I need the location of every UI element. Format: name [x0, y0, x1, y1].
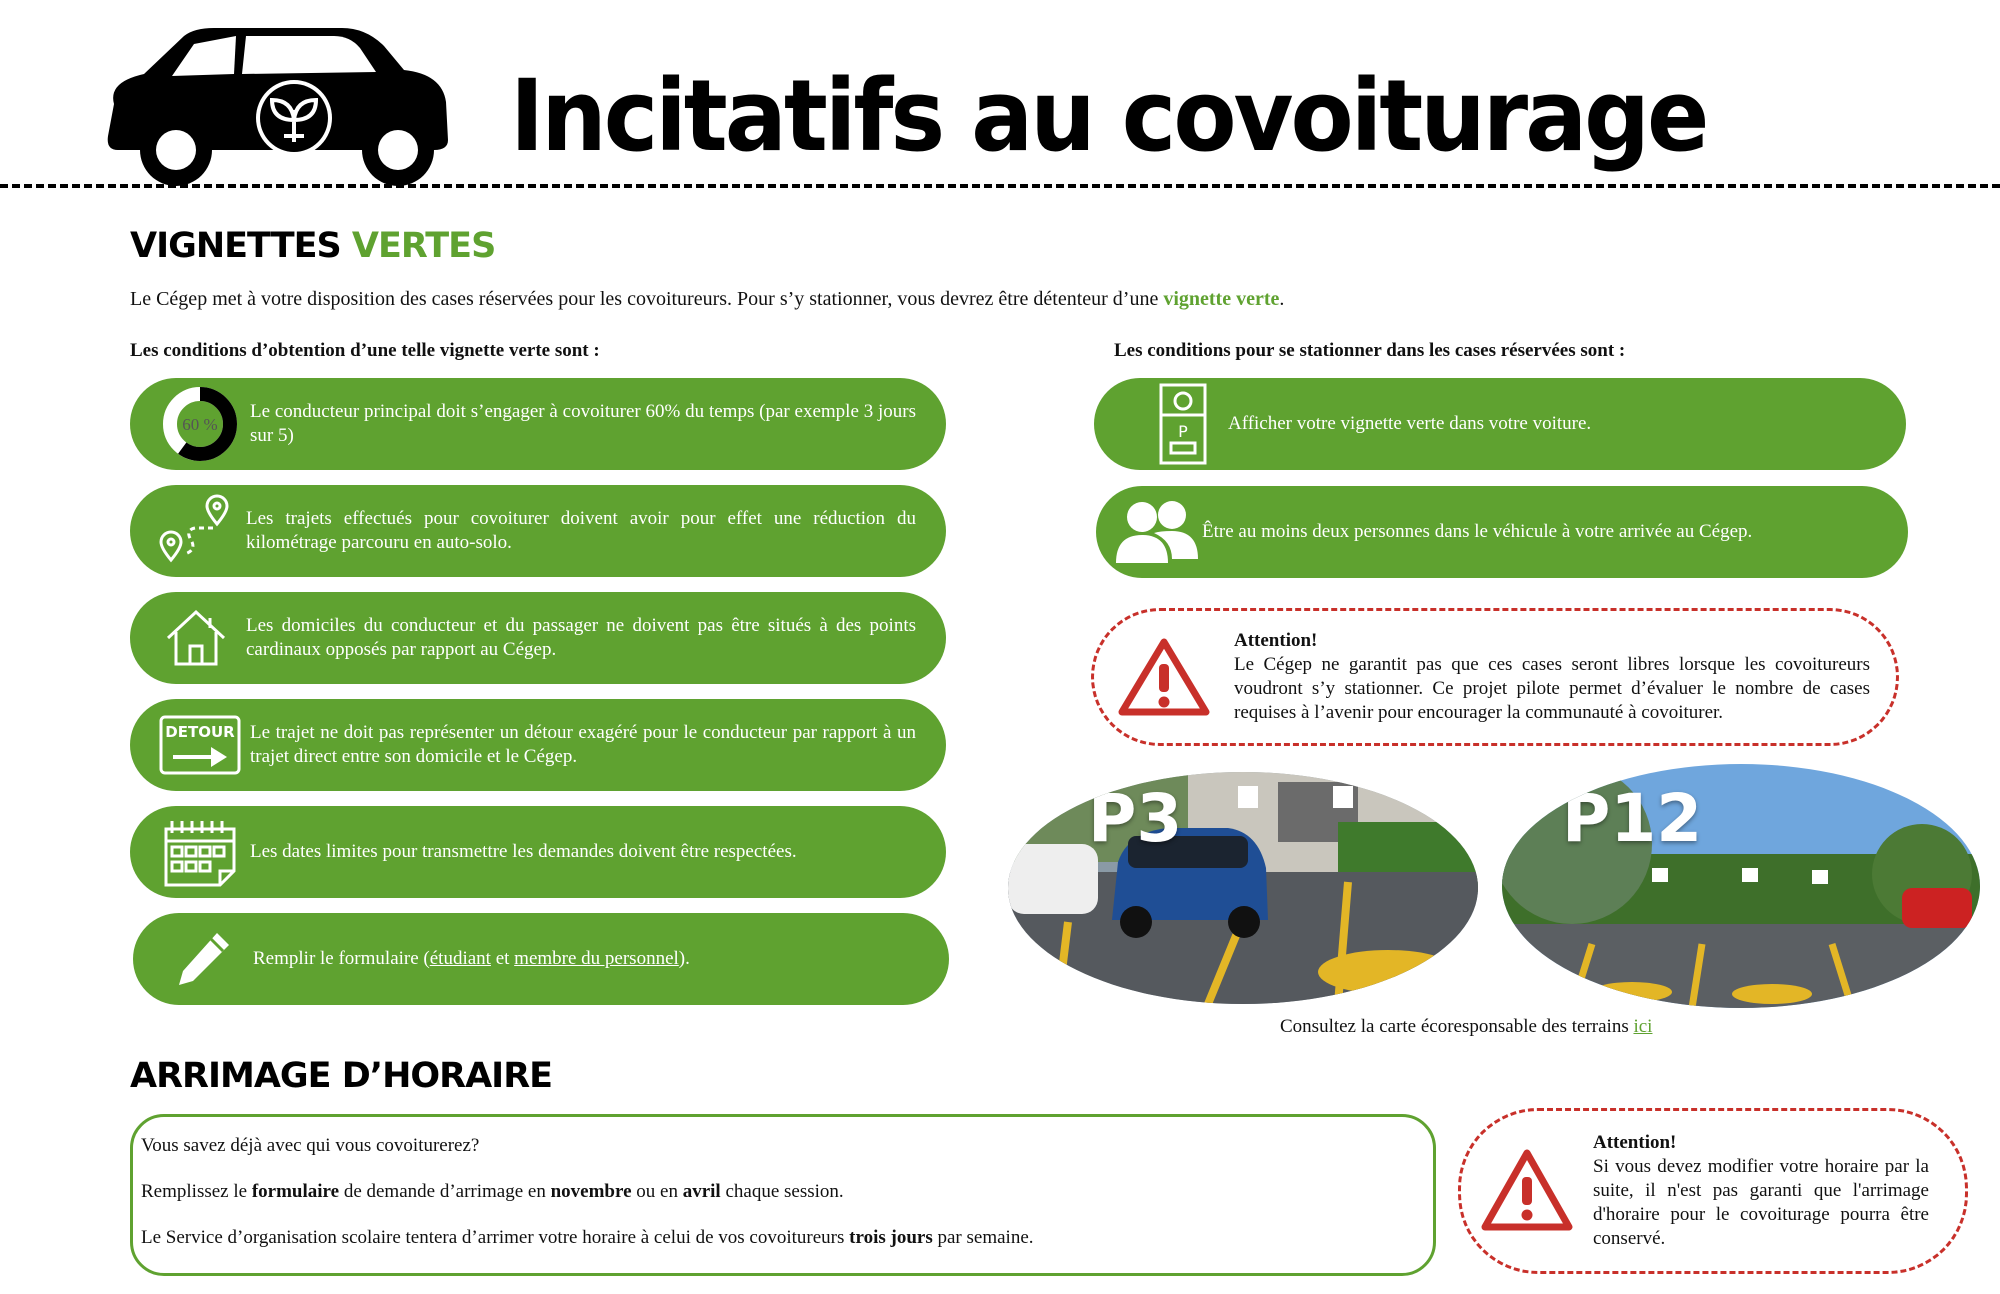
warning-title: Attention!	[1593, 1132, 1677, 1153]
car-logo-icon	[104, 24, 450, 186]
calendar-icon	[162, 817, 238, 887]
warning-body: Si vous devez modifier votre horaire par la suite, il n'est pas garanti que l'arrimage d'horaire pour le covoiturage pourra être conservé.	[1593, 1156, 1929, 1249]
header-divider	[0, 184, 2000, 188]
green-sticker-link: vignette verte	[1163, 288, 1280, 310]
condition-text: Les trajets effectués pour covoiturer doivent avoir pour effet une réduction du kilométrage parcouru en auto-solo.	[246, 508, 916, 553]
people-icon	[1114, 499, 1200, 565]
map-caption-text: Consultez la carte écoresponsable des terrains	[1280, 1016, 1629, 1037]
warning-box-schedule	[1458, 1108, 1968, 1274]
intro-paragraph	[130, 288, 1284, 311]
parking-permit-icon	[1157, 381, 1209, 467]
photo-label-p3: P3	[1088, 780, 1183, 857]
staff-form-link[interactable]: membre du personnel	[514, 948, 679, 969]
line3-c: par semaine.	[932, 1227, 1034, 1248]
map-caption	[1280, 1016, 1652, 1038]
warning-text-block	[1593, 1131, 1965, 1251]
warning-icon	[1116, 636, 1212, 718]
condition-text	[253, 947, 949, 971]
three-days-keyword: trois jours	[849, 1227, 933, 1248]
line2-c: de demande d’arrimage en	[339, 1181, 551, 1202]
line2-e: ou en	[631, 1181, 683, 1202]
warning-text-block	[1234, 629, 1896, 725]
month-november: novembre	[550, 1181, 632, 1202]
arrimage-line-1: Vous savez déjà avec qui vous covoiturerez?	[141, 1135, 480, 1156]
photo-label-p12: P12	[1562, 780, 1703, 857]
arrimage-line-3	[141, 1227, 1425, 1249]
form-keyword: formulaire	[251, 1181, 340, 1202]
detour-sign-icon	[159, 715, 241, 775]
section-heading-vignettes	[130, 226, 495, 266]
pencil-icon	[173, 929, 233, 989]
progress-ring-icon	[160, 384, 240, 464]
condition-text: Le trajet ne doit pas représenter un détour exagéré pour le conducteur par rapport à un trajet direct entre son domicile et le Cégep.	[250, 722, 916, 767]
condition-pill-homes	[130, 592, 946, 684]
condition-pill-commitment	[130, 378, 946, 470]
svg-text:P: P	[1178, 422, 1188, 441]
form-suffix: ).	[678, 948, 690, 969]
condition-pill-route	[130, 485, 946, 577]
condition-text: Les dates limites pour transmettre les demandes doivent être respectées.	[250, 841, 797, 862]
parking-lot-p3-image	[1008, 772, 1478, 1004]
page-title: Incitatifs au covoiturage	[510, 58, 1707, 174]
condition-pill-form	[133, 913, 949, 1005]
intro-end: .	[1279, 288, 1285, 310]
warning-box-parking	[1091, 608, 1899, 746]
intro-text: Le Cégep met à votre disposition des cases réservées pour les covoitureurs. Pour s’y stationner, vous devrez être détenteur d’une	[130, 288, 1159, 310]
line2-a: Remplissez le	[141, 1181, 252, 1202]
student-form-link[interactable]: étudiant	[429, 948, 491, 969]
arrimage-line-2	[141, 1181, 1425, 1203]
parking-text: Afficher votre vignette verte dans votre voiture.	[1228, 413, 1592, 434]
condition-pill-detour	[130, 699, 946, 791]
detour-label: DETOUR	[165, 723, 235, 741]
obtention-heading: Les conditions d’obtention d’une telle vignette verte sont :	[130, 340, 600, 361]
parking-pill-display	[1094, 378, 1906, 470]
ring-label: 60 %	[182, 415, 218, 434]
parking-photo-p12	[1502, 764, 1980, 1008]
form-middle: et	[490, 948, 515, 969]
map-link[interactable]: ici	[1633, 1016, 1653, 1037]
condition-text: Les domiciles du conducteur et du passager ne doivent pas être situés à des points cardinaux opposés par rapport au Cégep.	[246, 615, 916, 660]
condition-pill-deadlines	[130, 806, 946, 898]
heading-green-part: VERTES	[351, 226, 496, 266]
line2-g: chaque session.	[720, 1181, 844, 1202]
line3-a: Le Service d’organisation scolaire tentera d’arrimer votre horaire à celui de vos covoitureurs	[141, 1227, 850, 1248]
month-april: avril	[682, 1181, 721, 1202]
warning-body: Le Cégep ne garantit pas que ces cases seront libres lorsque les covoitureurs voudront s’y stationner. Ce projet pilote permet d’évaluer le nombre de cases requises à l’avenir pour encourager la communauté à covoiturer.	[1234, 654, 1870, 723]
parking-photo-p3	[1008, 772, 1478, 1004]
section-heading-arrimage: ARRIMAGE D’HORAIRE	[130, 1056, 553, 1096]
heading-black-part: VIGNETTES	[130, 226, 341, 266]
arrimage-info-box	[130, 1114, 1436, 1276]
route-icon	[155, 494, 237, 568]
parking-heading: Les conditions pour se stationner dans les cases réservées sont :	[1114, 340, 1626, 361]
parking-text: Être au moins deux personnes dans le véhicule à votre arrivée au Cégep.	[1202, 521, 1753, 542]
condition-text: Le conducteur principal doit s’engager à covoiturer 60% du temps (par exemple 3 jours sur 5)	[250, 401, 916, 446]
warning-title: Attention!	[1234, 630, 1318, 651]
form-prefix: Remplir le formulaire (	[253, 948, 430, 969]
house-icon	[164, 608, 228, 668]
warning-icon	[1479, 1147, 1575, 1235]
parking-pill-passengers	[1096, 486, 1908, 578]
